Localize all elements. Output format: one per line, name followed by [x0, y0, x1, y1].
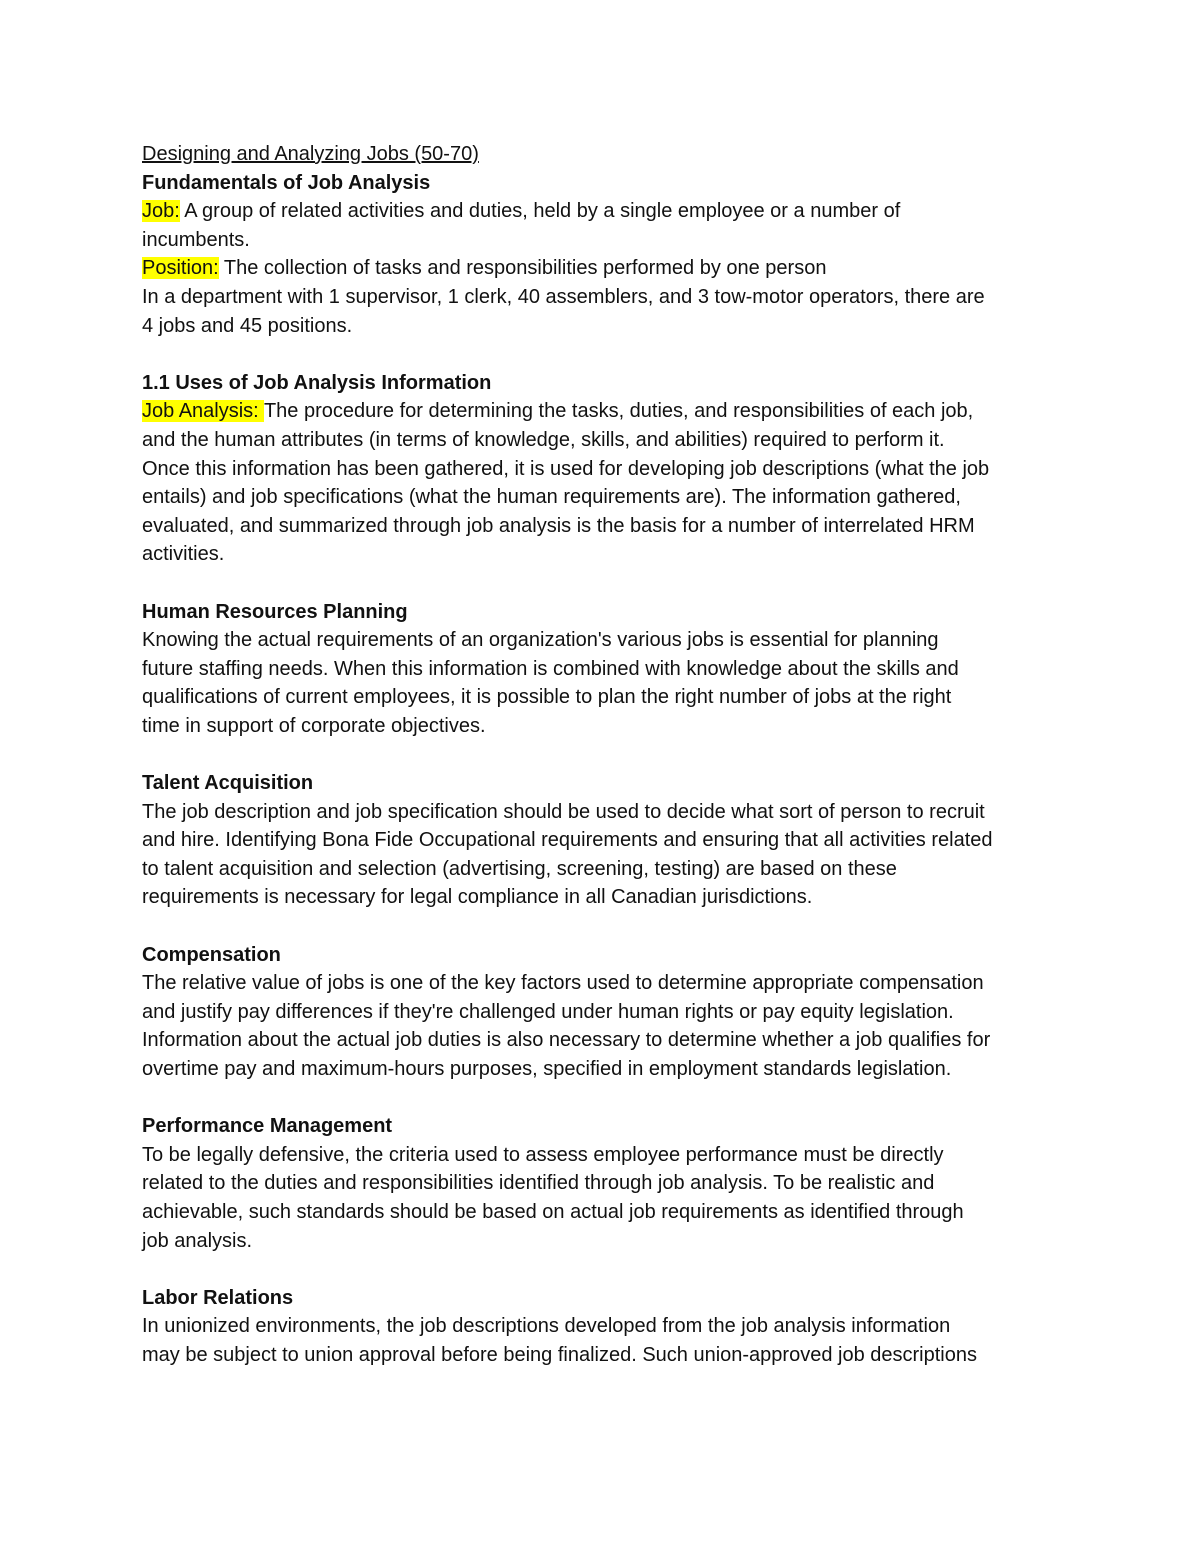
paragraph-gap [142, 569, 1082, 598]
uses-line-5: evaluated, and summarized through job analysis is the basis for a number of interrelated HRM [142, 514, 975, 537]
uses-line-2: and the human attributes (in terms of knowledge, skills, and abilities) required to perform it. [142, 428, 945, 451]
position-definition-text: The collection of tasks and responsibilities performed by one person [218, 257, 827, 280]
uses-line-4: entails) and job specifications (what the human requirements are). The information gathered, [142, 486, 961, 509]
example-line-2: 4 jobs and 45 positions. [142, 314, 353, 337]
hr-planning-line-1: Knowing the actual requirements of an organization's various jobs is essential for planning [142, 629, 939, 652]
talent-line-2: and hire. Identifying Bona Fide Occupational requirements and ensuring that all activities related [142, 829, 993, 852]
paragraph-gap [142, 340, 1082, 369]
section-heading-performance: Performance Management [142, 1115, 393, 1138]
job-definition [142, 197, 1082, 226]
section-heading-uses: 1.1 Uses of Job Analysis Information [142, 371, 492, 394]
position-definition [142, 254, 1082, 283]
talent-line-1: The job description and job specification should be used to decide what sort of person to recruit [142, 800, 985, 823]
section-heading-labor: Labor Relations [142, 1286, 294, 1309]
section-heading-compensation: Compensation [142, 943, 281, 966]
hr-planning-line-2: future staffing needs. When this information is combined with knowledge about the skills and [142, 657, 959, 680]
performance-line-1: To be legally defensive, the criteria used to assess employee performance must be directly [142, 1143, 944, 1166]
job-term-highlight: Job: [142, 200, 180, 223]
document-page [142, 140, 1082, 1370]
position-term-highlight: Position: [142, 257, 219, 280]
labor-line-1: In unionized environments, the job descriptions developed from the job analysis information [142, 1315, 951, 1338]
job-definition-text: A group of related activities and duties, held by a single employee or a number of [179, 200, 901, 223]
compensation-line-3: Information about the actual job duties is also necessary to determine whether a job qualifies for [142, 1029, 991, 1052]
uses-line-6: activities. [142, 543, 225, 566]
talent-line-4: requirements is necessary for legal compliance in all Canadian jurisdictions. [142, 886, 813, 909]
uses-line-3: Once this information has been gathered, it is used for developing job descriptions (what the job [142, 457, 990, 480]
paragraph-gap [142, 912, 1082, 941]
hr-planning-line-4: time in support of corporate objectives. [142, 714, 486, 737]
example-line-1: In a department with 1 supervisor, 1 clerk, 40 assemblers, and 3 tow-motor operators, there are [142, 285, 985, 308]
uses-line-1 [142, 397, 1082, 426]
paragraph-gap [142, 740, 1082, 769]
paragraph-gap [142, 1084, 1082, 1113]
job-analysis-term-highlight: Job Analysis: [142, 400, 264, 423]
performance-line-2: related to the duties and responsibilities identified through job analysis. To be realistic and [142, 1172, 935, 1195]
compensation-line-2: and justify pay differences if they're challenged under human rights or pay equity legislation. [142, 1000, 954, 1023]
hr-planning-line-3: qualifications of current employees, it is possible to plan the right number of jobs at the right [142, 686, 952, 709]
compensation-line-4: overtime pay and maximum-hours purposes, specified in employment standards legislation. [142, 1058, 952, 1080]
paragraph-gap [142, 1255, 1082, 1284]
performance-line-3: achievable, such standards should be based on actual job requirements as identified through [142, 1200, 964, 1223]
job-definition-cont: incumbents. [142, 228, 250, 251]
section-heading-fundamentals: Fundamentals of Job Analysis [142, 171, 431, 194]
labor-line-2: may be subject to union approval before being finalized. Such union-approved job descriptions [142, 1343, 977, 1366]
section-heading-talent: Talent Acquisition [142, 772, 314, 795]
compensation-line-1: The relative value of jobs is one of the key factors used to determine appropriate compensation [142, 972, 984, 995]
document-title: Designing and Analyzing Jobs (50-70) [142, 143, 479, 165]
section-heading-hr-planning: Human Resources Planning [142, 600, 408, 623]
talent-line-3: to talent acquisition and selection (advertising, screening, testing) are based on these [142, 857, 897, 880]
uses-line-1-text: The procedure for determining the tasks, duties, and responsibilities of each job, [263, 400, 974, 423]
performance-line-4: job analysis. [142, 1229, 253, 1252]
